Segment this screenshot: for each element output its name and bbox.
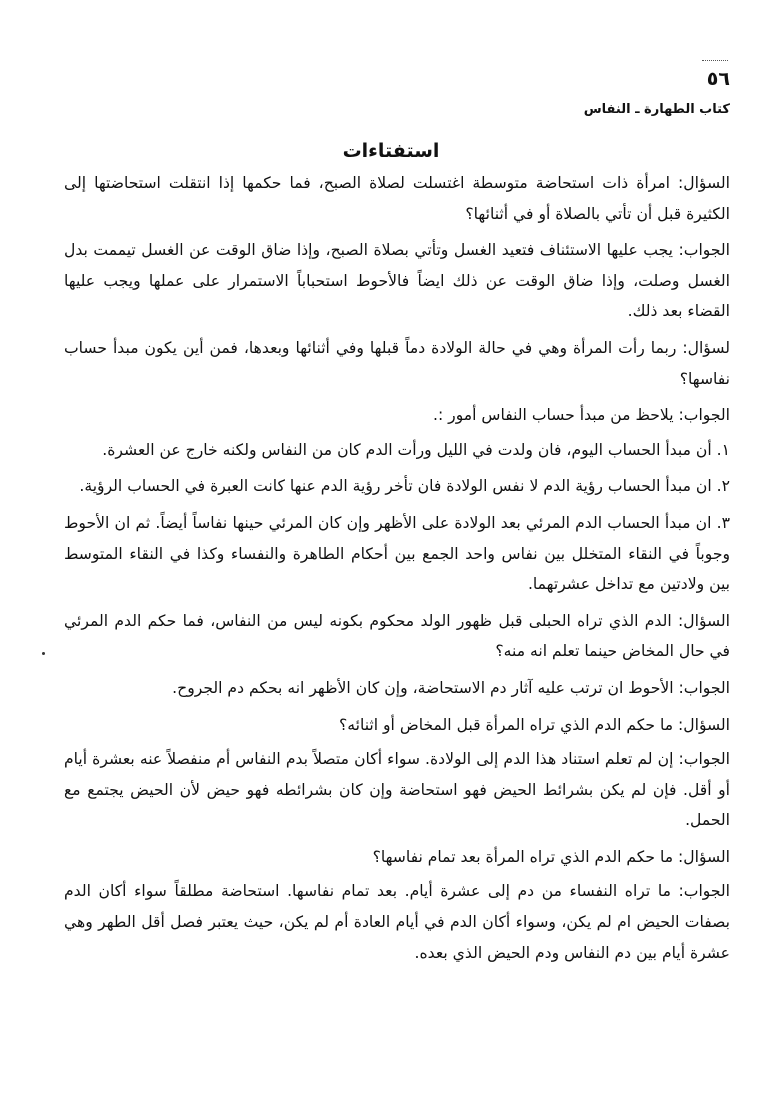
paragraph-question-5: السؤال: ما حكم الدم الذي تراه المرأة بعد تمام نفاسها؟	[372, 847, 730, 866]
print-speck	[42, 652, 45, 655]
page-number: ٥٦	[706, 68, 730, 90]
paragraph-point-2: ٢. ان مبدأ الحساب رؤية الدم لا نفس الولادة فان تأخر رؤية الدم عنها كانت العبرة في الحساب الرؤية.	[79, 477, 730, 496]
paragraph-answer-3: الجواب: الأحوط ان ترتب عليه آثار دم الاستحاضة، وإن كان الأظهر انه بحكم دم الجروح.	[172, 678, 730, 697]
paragraph-point-1: ١. أن مبدأ الحساب اليوم، فان ولدت في الليل ورأت الدم كان من النفاس ولكنه خارج عن العشرة.	[102, 440, 730, 459]
paragraph-answer-1: الجواب: يجب عليها الاستئناف فتعيد الغسل وتأتي بصلاة الصبح، وإذا ضاق الوقت عن الغسل تيممت بدل الغسل وصلت، وإذا ضاق الوقت عن ذلك ايضاً فالأحوط استحباباً الاستمرار على عملها ويجب عليها القضاء بعد ذلك.	[64, 241, 730, 321]
page-number-ornament	[702, 60, 728, 67]
paragraph-question-2: لسؤال: ربما رأت المرأة وهي في حالة الولادة دماً قبلها وفي أثنائها وبعدها، فمن أين يكون مبدأ حساب نفاسها؟	[64, 338, 730, 388]
paragraph-point-3: ٣. ان مبدأ الحساب الدم المرئي بعد الولادة على الأظهر وإن كان المرئي حينها نفاساً أيضاً. ثم ان الأحوط وجوباً في النقاء المتخلل بين نفاس واحد الجمع بين أحكام الطاهرة والنفساء وكذا في النقاء المتوسط بين ولادتين مع تداخل عشرتهما.	[64, 513, 730, 594]
paragraph-answer-2: الجواب: يلاحظ من مبدأ حساب النفاس أمور :.	[433, 406, 730, 425]
paragraph-question-4: السؤال: ما حكم الدم الذي تراه المرأة قبل المخاض أو اثنائه؟	[338, 715, 730, 734]
section-title: استفتاءات	[342, 140, 440, 162]
paragraph-question-3: السؤال: الدم الذي تراه الحبلى قبل ظهور الولد محكوم بكونه ليس من النفاس، فما حكم الدم المرئي في حال المخاض حينما تعلم انه منه؟	[64, 611, 730, 661]
body-text	[64, 168, 730, 974]
paragraph-answer-4: الجواب: إن لم تعلم استناد هذا الدم إلى الولادة. سواء أكان متصلاً بدم النفاس أم منفصلاً عنه بعشرة أيام أو أقل. فإن لم يكن بشرائط الحيض فهو استحاضة وإن كان بشرائطه فهو حيض لأن الحيض يجتمع مع الحمل.	[64, 750, 730, 830]
running-head: كتاب الطهارة ـ النفاس	[583, 102, 730, 117]
paragraph-question-1: السؤال: امرأة ذات استحاضة متوسطة اغتسلت لصلاة الصبح، فما حكمها إذا انتقلت استحاضتها إلى الكثيرة قبل أن تأتي بالصلاة أو في أثنائها؟	[64, 174, 730, 223]
paragraph-answer-5: الجواب: ما تراه النفساء من دم إلى عشرة أيام. بعد تمام نفاسها. استحاضة مطلقاً سواء أكان الدم بصفات الحيض ام لم يكن، وسواء أكان الدم في أيام العادة أم لم يكن، حيث يعتبر فصل أقل الطهر وهي عشرة أيام بين دم النفاس ودم الحيض الذي بعده.	[64, 882, 730, 962]
